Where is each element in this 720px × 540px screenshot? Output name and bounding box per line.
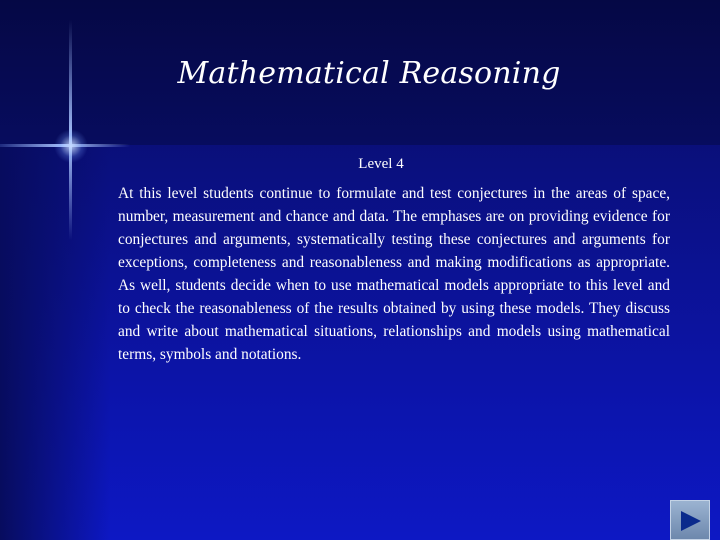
left-band — [0, 145, 110, 540]
slide-body-text: At this level students continue to formulate and test conjectures in the areas of space, number, measurement and chance and data. The emphases are on providing evidence for conjectures and arguments, systematically testing these conjectures and arguments for exceptions, completeness and reasonableness and making modifications as appropriate. As well, students decide when to use mathematical models appropriate to this level and to check the reasonableness of the results obtained by using these models. They discuss and write about mathematical situations, relationships and models using mathematical terms, symbols and notations. — [118, 185, 670, 363]
play-triangle-icon — [679, 510, 703, 532]
level-heading: Level 4 — [358, 156, 404, 172]
slide-title: Mathematical Reasoning — [177, 56, 561, 91]
next-slide-button[interactable] — [670, 500, 710, 540]
